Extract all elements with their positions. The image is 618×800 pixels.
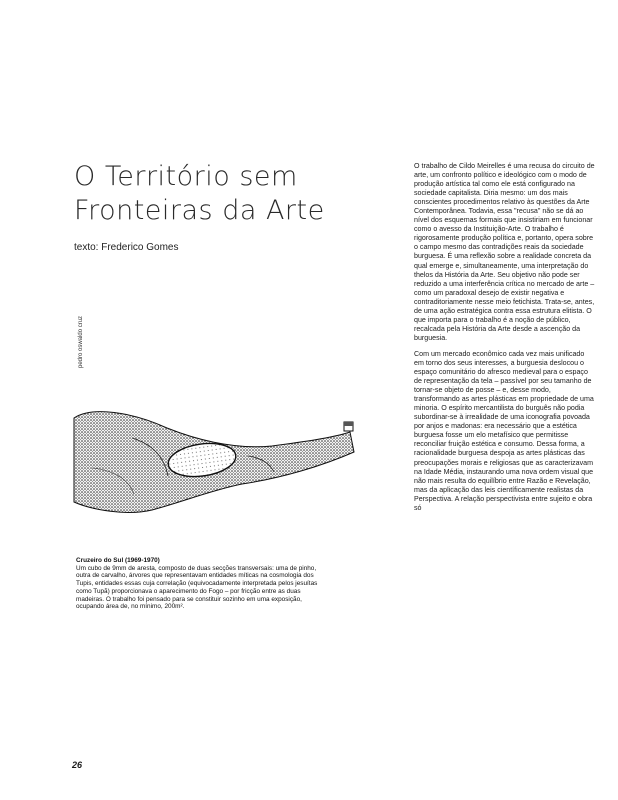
- caption-body: Um cubo de 9mm de aresta, composto de duas secções transversais: uma de pinho, outra de carvalho, árvores que representavam entidades míticas na cosmologia dos Tupis, entidades essas cuja correlação (equivocadamente interpretada pelos jesuítas como Tupã) proporcionava o aparecimento do Fogo – por fricção entre as duas madeiras. O trabalho foi pensado para se constituir sozinho em uma exposição, ocupando área de, no mínimo, 200m².: [76, 564, 318, 611]
- body-paragraph: O trabalho de Cildo Meirelles é uma recusa do circuito de arte, um confronto político e ideológico com o modo de produção artística tal como ele está configurado na sociedade capitalista. Diria mesmo: um dos mais conscientes procedimentos relativo às questões da Arte Contemporânea. Todavia, essa "recusa" não se dá ao nível dos esquemas formais que insistiriam em funcionar como o avesso da Instituição-Arte. O trabalho é rigorosamente produção política e, portanto, opera sobre o campo mesmo das contradições reais da sociedade burguesa. É uma reflexão sobre a realidade concreta da qual emerge e, simultaneamente, uma interpretação do thelos da História da Arte. Seu objetivo não pode ser reduzido a uma interferência crítica no mercado de arte – como um paradoxal desejo de existir negativa e contraditoriamente nesse meio fetichista. Trata-se, antes, de uma ação estratégica contra essa estrutura elitista. O que importa para o trabalho é a noção de público, recalcada pela História da Arte desde a ascenção da burguesia.: [414, 162, 595, 342]
- artwork-photo: [72, 398, 372, 548]
- article-title-line1: O Território sem: [74, 161, 298, 192]
- body-paragraph: Com um mercado econômico cada vez mais unificado em torno dos seus interesses, a burguesia deslocou o espaço comunitário do afresco medieval para o espaço de representação da tela – passível por seu tamanho de tornar-se objeto de posse – e, desse modo, transformando as artes plásticas em propriedade de uma minoria. O espírito mercantilista do burguês não podia subordinar-se à irrealidade de uma iconografia povoada por anjos e madonas: era necessário que a estética burguesa fosse um elo metafísico que permitisse reconciliar fruição estética e consumo. Dessa forma, a racionalidade burguesa despoja as artes plásticas das preocupações morais e religiosas que as caracterizavam na Idade Média, instaurando uma nova ordem visual que não mais resulta do equilíbrio entre Razão e Revelação, mas da aplicação das leis científicamente realistas da Perspectiva. A relação perspectivista entre sujeito e obra só: [414, 349, 594, 512]
- article-title: [74, 160, 334, 228]
- page-number: 26: [72, 760, 83, 770]
- caption-title: Cruzeiro do Sul (1969-1970): [76, 557, 160, 564]
- figure-caption: [76, 557, 326, 611]
- cube-object: [344, 422, 353, 431]
- article-body: [414, 162, 596, 520]
- article-title-line2: Fronteiras da Arte: [74, 195, 325, 226]
- article-byline: texto: Frederico Gomes: [74, 242, 179, 253]
- photo-credit: pedro oswaldo cruz: [78, 315, 84, 368]
